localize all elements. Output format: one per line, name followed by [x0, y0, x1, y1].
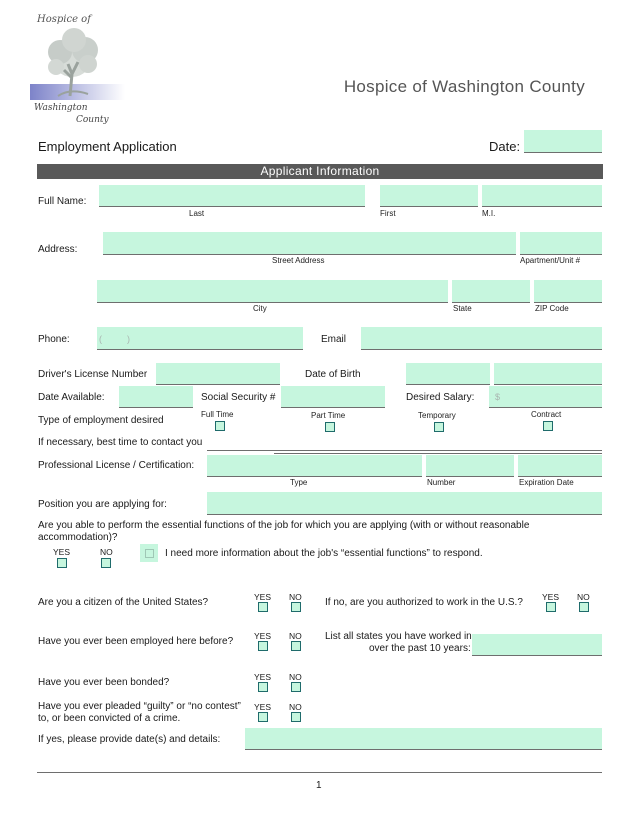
dob-field-2[interactable]	[494, 363, 602, 385]
ssn-field[interactable]	[281, 386, 385, 408]
contact-time-line[interactable]	[207, 450, 602, 451]
guilty-question-line2: to, or been convicted of a crime.	[38, 713, 181, 724]
bonded-no-checkbox[interactable]	[291, 682, 301, 692]
more-info-checkbox[interactable]	[145, 549, 154, 558]
dob-label: Date of Birth	[305, 369, 361, 380]
form-title: Employment Application	[38, 139, 177, 154]
state-caption: State	[453, 304, 472, 313]
middle-initial-field[interactable]	[482, 185, 602, 207]
part-time-caption: Part Time	[311, 411, 346, 420]
contract-checkbox[interactable]	[543, 421, 553, 431]
authorized-no-label: NO	[577, 592, 590, 602]
employment-type-label: Type of employment desired	[38, 415, 164, 426]
guilty-question-line1: Have you ever pleaded “guilty” or “no contest”	[38, 701, 241, 712]
guilty-no-checkbox[interactable]	[291, 712, 301, 722]
salary-label: Desired Salary:	[406, 392, 475, 403]
full-time-caption: Full Time	[201, 410, 234, 419]
full-name-label: Full Name:	[38, 196, 87, 207]
section-header	[37, 164, 603, 179]
zip-caption: ZIP Code	[535, 304, 569, 313]
email-field[interactable]	[361, 327, 602, 350]
logo	[30, 12, 130, 130]
contact-time-label: If necessary, best time to contact you	[38, 437, 203, 448]
address-label: Address:	[38, 244, 78, 255]
essential-no-checkbox[interactable]	[101, 558, 111, 568]
phone-placeholder: ( )	[99, 334, 130, 344]
mi-caption: M.I.	[482, 209, 496, 218]
date-field[interactable]	[524, 130, 602, 153]
position-label: Position you are applying for:	[38, 499, 167, 510]
type-caption: Type	[290, 478, 308, 487]
state-field[interactable]	[452, 280, 530, 303]
citizen-yes-label: YES	[254, 592, 272, 602]
logo-text-top: Hospice of	[37, 14, 91, 25]
authorized-question: If no, are you authorized to work in the U.S.?	[325, 597, 523, 608]
guilty-no-label: NO	[289, 702, 302, 712]
authorized-yes-checkbox[interactable]	[546, 602, 556, 612]
essential-question: Are you able to perform the essential functions of the job for which you are applying (with or without reasonable accommodation)?	[38, 520, 530, 543]
zip-field[interactable]	[534, 280, 602, 303]
employed-yes-label: YES	[254, 631, 272, 641]
details-line[interactable]	[37, 772, 602, 773]
position-field[interactable]	[207, 492, 602, 515]
page-number: 1	[316, 780, 322, 791]
full-time-checkbox[interactable]	[215, 421, 225, 431]
pro-license-label: Professional License / Certification:	[38, 460, 195, 471]
license-number-field[interactable]	[426, 455, 514, 477]
states-field[interactable]	[472, 634, 602, 656]
bonded-question: Have you ever been bonded?	[38, 677, 170, 688]
authorized-no-checkbox[interactable]	[579, 602, 589, 612]
employed-no-checkbox[interactable]	[291, 641, 301, 651]
date-label: Date:	[489, 139, 521, 154]
more-info-checkbox-box[interactable]	[140, 544, 158, 562]
essential-yes-label: YES	[53, 547, 71, 557]
expiration-caption: Expiration Date	[519, 478, 574, 487]
states-label-line2: over the past 10 years:	[369, 643, 471, 654]
drivers-license-label: Driver's License Number	[38, 369, 148, 380]
section-header-text: Applicant Information	[260, 164, 380, 178]
employed-no-label: NO	[289, 631, 302, 641]
salary-placeholder: $	[495, 392, 501, 402]
last-name-field[interactable]	[99, 185, 365, 207]
phone-field[interactable]	[97, 327, 303, 350]
license-expiration-field[interactable]	[518, 455, 602, 477]
street-caption: Street Address	[272, 256, 325, 265]
more-info-label: I need more information about the job's “essential functions” to respond.	[165, 548, 483, 559]
last-caption: Last	[189, 209, 205, 218]
email-label: Email	[321, 334, 347, 345]
citizen-question: Are you a citizen of the United States?	[38, 597, 209, 608]
phone-label: Phone:	[38, 334, 70, 345]
bonded-no-label: NO	[289, 672, 302, 682]
street-address-field[interactable]	[103, 232, 516, 255]
guilty-yes-checkbox[interactable]	[258, 712, 268, 722]
drivers-license-field[interactable]	[156, 363, 280, 385]
essential-yes-checkbox[interactable]	[57, 558, 67, 568]
logo-text-middle: Washington	[34, 103, 88, 113]
date-available-field[interactable]	[119, 386, 193, 408]
states-label-line1: List all states you have worked in	[325, 631, 472, 642]
temporary-checkbox[interactable]	[434, 422, 444, 432]
authorized-yes-label: YES	[542, 592, 560, 602]
details-label: If yes, please provide date(s) and details:	[38, 734, 221, 745]
dob-field-1[interactable]	[406, 363, 490, 385]
date-available-label: Date Available:	[38, 392, 105, 403]
city-caption: City	[253, 304, 267, 313]
salary-field[interactable]	[489, 386, 602, 408]
city-field[interactable]	[97, 280, 448, 303]
part-time-checkbox[interactable]	[325, 422, 335, 432]
apartment-field[interactable]	[520, 232, 602, 255]
citizen-no-label: NO	[289, 592, 302, 602]
employed-before-question: Have you ever been employed here before?	[38, 636, 234, 647]
first-name-field[interactable]	[380, 185, 478, 207]
essential-no-label: NO	[100, 547, 113, 557]
bonded-yes-checkbox[interactable]	[258, 682, 268, 692]
license-type-field[interactable]	[207, 455, 422, 477]
details-field[interactable]	[245, 728, 602, 750]
logo-text-bottom: County	[76, 115, 109, 125]
temporary-caption: Temporary	[418, 411, 456, 420]
guilty-yes-label: YES	[254, 702, 272, 712]
employed-yes-checkbox[interactable]	[258, 641, 268, 651]
contract-caption: Contract	[531, 410, 562, 419]
citizen-yes-checkbox[interactable]	[258, 602, 268, 612]
first-caption: First	[380, 209, 396, 218]
apt-caption: Apartment/Unit #	[520, 256, 581, 265]
number-caption: Number	[427, 478, 456, 487]
bonded-yes-label: YES	[254, 672, 272, 682]
ssn-label: Social Security #	[201, 392, 276, 403]
citizen-no-checkbox[interactable]	[291, 602, 301, 612]
org-title: Hospice of Washington County	[343, 77, 585, 96]
pro-license-top-line	[274, 453, 602, 454]
